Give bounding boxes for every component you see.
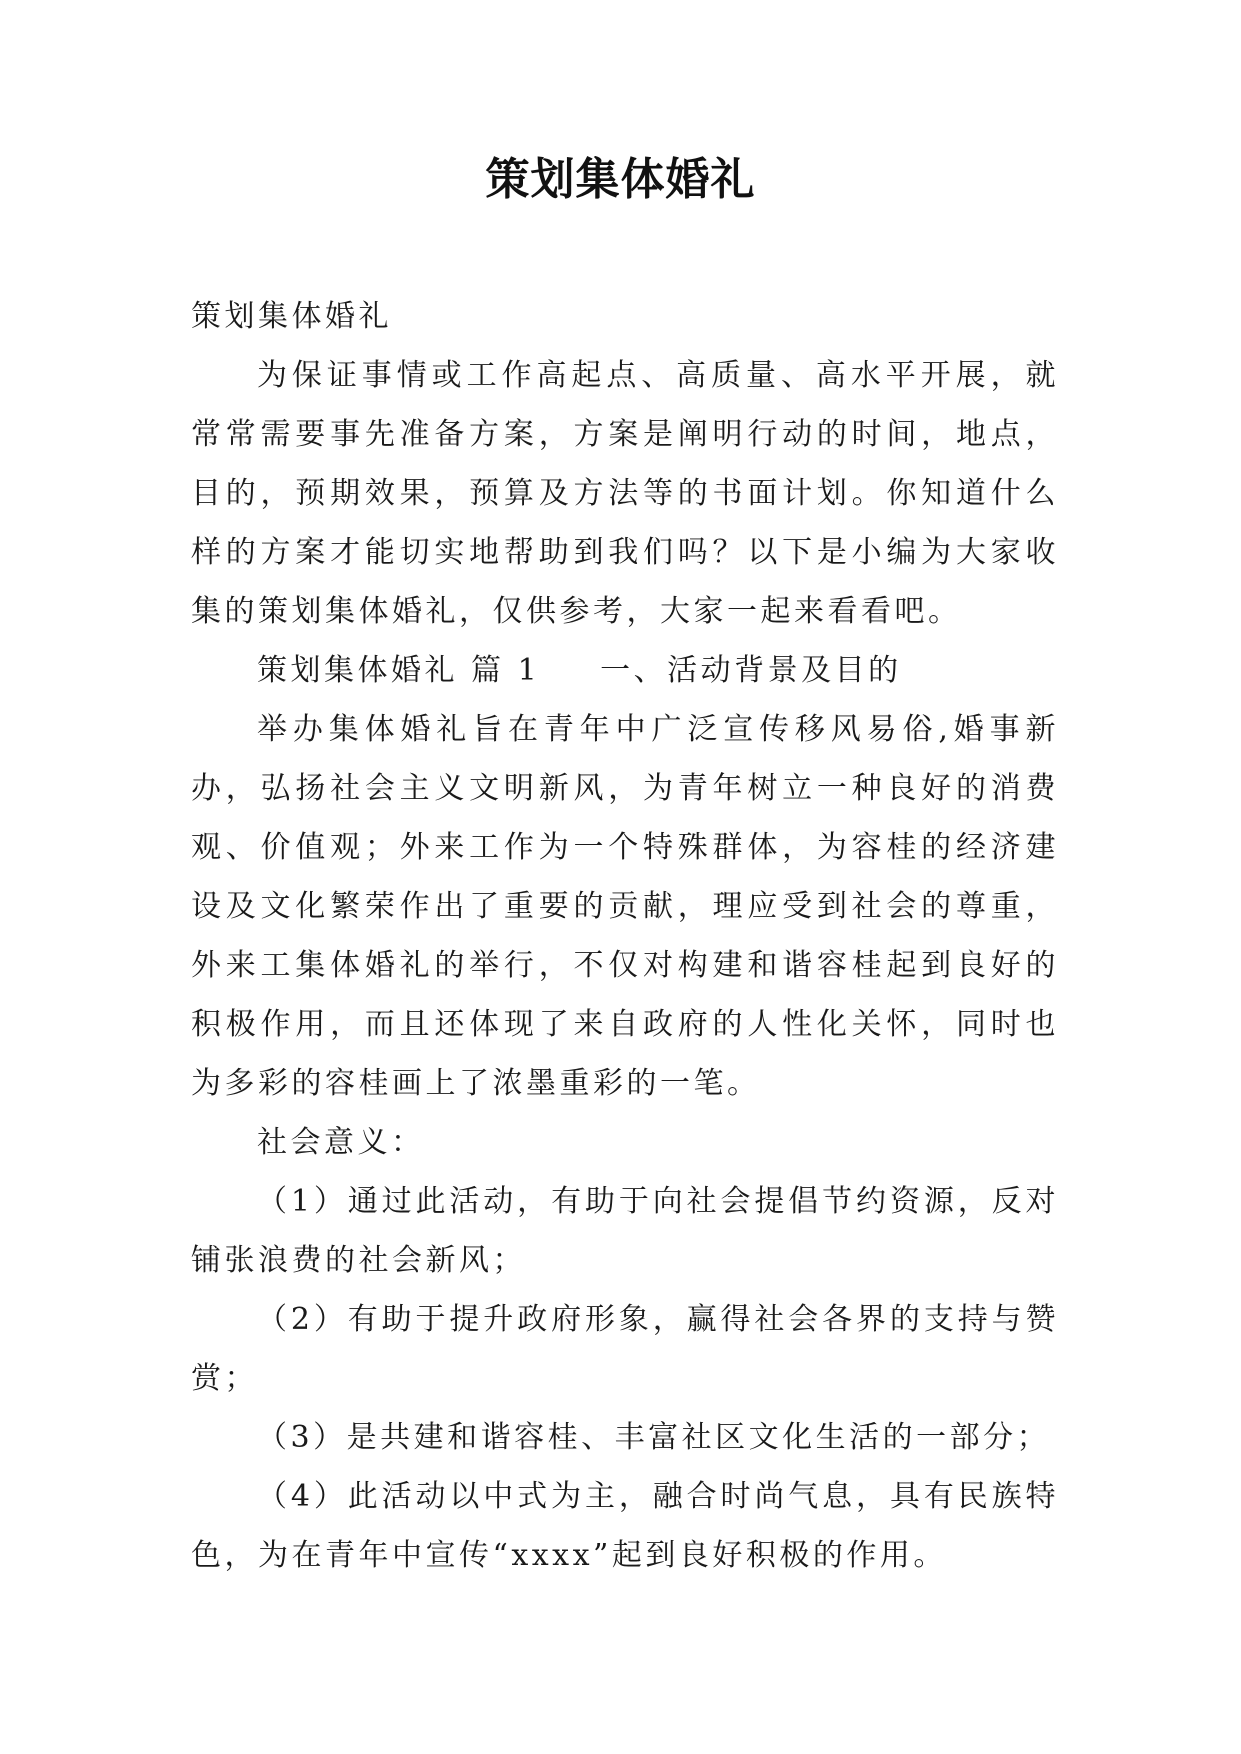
list-item-3: （3）是共建和谐容桂、丰富社区文化生活的一部分； (257, 1420, 1051, 1455)
paragraph-subtitle: 策划集体婚礼 (191, 299, 392, 334)
document-body (191, 287, 1059, 1585)
paragraph-intro: 为保证事情或工作高起点、高质量、高水平开展，就常常需要事先准备方案，方案是阐明行动的时间，地点，目的，预期效果，预算及方法等的书面计划。你知道什么样的方案才能切实地帮助到我们吗？以下是小编为大家收集的策划集体婚礼，仅供参考，大家一起来看看吧。 (191, 358, 1059, 629)
part-label: 策划集体婚礼 篇 1 (257, 653, 541, 688)
document-title: 策划集体婚礼 (485, 154, 756, 205)
list-item-2: （2）有助于提升政府形象，赢得社会各界的支持与赞赏； (191, 1302, 1059, 1396)
section-heading: 一、活动背景及目的 (600, 653, 902, 688)
list-item-4: （4）此活动以中式为主，融合时尚气息，具有民族特色，为在青年中宣传“xxxx”起到良好积极的作用。 (191, 1479, 1059, 1573)
list-item-1: （1）通过此活动，有助于向社会提倡节约资源，反对铺张浪费的社会新风； (191, 1184, 1059, 1278)
paragraph-social-meaning-label: 社会意义： (257, 1125, 425, 1160)
paragraph-background: 举办集体婚礼旨在青年中广泛宣传移风易俗,婚事新办，弘扬社会主义文明新风，为青年树立一种良好的消费观、价值观；外来工作为一个特殊群体，为容桂的经济建设及文化繁荣作出了重要的贡献，理应受到社会的尊重，外来工集体婚礼的举行，不仅对构建和谐容桂起到良好的积极作用，而且还体现了来自政府的人性化关怀，同时也为多彩的容桂画上了浓墨重彩的一笔。 (191, 712, 1059, 1101)
section-heading-line (191, 641, 1059, 700)
